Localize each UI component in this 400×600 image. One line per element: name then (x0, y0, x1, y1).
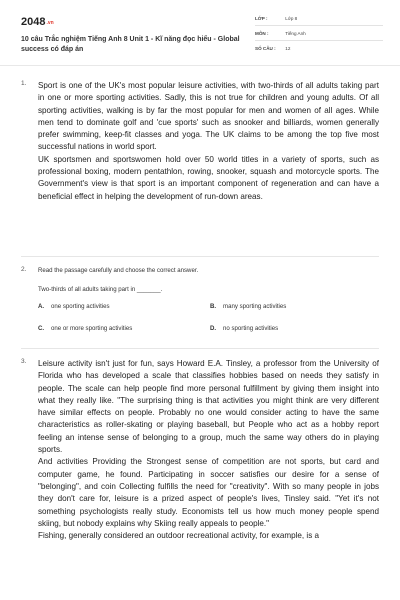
meta-key: MÔN : (255, 31, 269, 36)
meta-class (255, 16, 385, 21)
option-letter: B. (210, 303, 217, 310)
meta-value: Tiếng Anh (285, 31, 306, 36)
site-logo[interactable] (21, 16, 54, 28)
passage (38, 80, 379, 203)
header (0, 0, 400, 66)
passage-paragraph: Leisure activity isn't just for fun, says Howard E.A. Tinsley, a professor from the University of Florida who has developed a scale that classifies hobbies based on needs they satisfy in people. The scale can help people find more personal fulfillment by giving them insight into what they really like. "The surprising thing is that activities you might think are very different have similar effects on people. Probably no one would consider acting to have the same characteristics as roller-skating or playing baseball, but People who act as a hobby report feeling an intense sense of belonging to a group, much the same way others do in playing sports. (38, 359, 379, 455)
passage-paragraph: UK sportsmen and sportswomen hold over 50 world titles in a variety of sports, such as professional boxing, modern pentathlon, rowing, snooker, squash and motorcycle sports. The Government's view is that sport is an important component of regeneration and can have a beneficial effect in helping the development of run-down areas. (38, 154, 379, 201)
answer-option-b[interactable] (210, 302, 286, 311)
question-body (38, 266, 379, 348)
option-letter: C. (38, 325, 45, 332)
question-instruction: Read the passage carefully and choose the correct answer. (38, 267, 199, 274)
option-text: one or more sporting activities (51, 325, 133, 332)
question-number: 1. (21, 80, 27, 87)
question-divider (21, 256, 379, 257)
question-number: 3. (21, 358, 27, 365)
option-letter: D. (210, 325, 217, 332)
meta-key: SỐ CÂU : (255, 46, 276, 51)
passage-paragraph: Sport is one of the UK's most popular leisure activities, with two-thirds of all adults taking part in one or more sporting activities. Sadly, this is not true for children and young adults. Of all sporting activities, walking is by far the most popular for men and women of all ages. While men tend to dominate golf and 'cue sports' such as snooker and billiards, women generally prefer swimming, keep-fit classes and yoga. The UK claims to be among the top five most successful nations in world sport. (38, 81, 379, 152)
option-text: one sporting activities (51, 303, 110, 310)
header-divider (0, 65, 400, 66)
document-title: 10 câu Trắc nghiệm Tiếng Anh 8 Unit 1 - Kĩ năng đọc hiểu - Global success có đáp án (21, 36, 240, 53)
passage (38, 358, 379, 542)
answer-option-a[interactable] (38, 302, 110, 311)
passage-paragraph: Fishing, generally considered an outdoor recreational activity, for example, is a (38, 531, 320, 541)
option-letter: A. (38, 303, 45, 310)
passage-paragraph: And activities Providing the Strongest sense of competition are not sports, but card and computer game, he found. Participating in soccer satisfies our desire for a sense of "belonging", and coin Collecting fulfills the need for "creativity". With so many people in jobs they don't care for, leisure is a prized aspect of people's lives, Tinsley said. "Yet it's not something psychologists really study. Economists tell us how much money people spend skiing, but nobody explains why Skiing really appeals to people." (38, 457, 379, 528)
question-number: 2. (21, 266, 27, 273)
logo-suffix: .vn (46, 20, 54, 26)
answer-option-d[interactable] (210, 324, 278, 333)
meta-value: Lớp 8 (285, 16, 298, 21)
logo-main: 2048 (21, 16, 46, 28)
answer-options (38, 302, 379, 348)
meta-subject (255, 31, 385, 36)
meta-value: 12 (285, 46, 291, 51)
question-2 (21, 266, 379, 348)
option-text: no sporting activities (223, 325, 279, 332)
meta-divider (255, 40, 383, 41)
option-text: many sporting activities (223, 303, 287, 310)
meta-question-count (255, 46, 385, 51)
question-1 (21, 80, 379, 203)
question-stem: Two-thirds of all adults taking part in _______. (38, 286, 163, 293)
meta-divider (255, 25, 383, 26)
meta-key: LỚP : (255, 16, 268, 21)
answer-option-c[interactable] (38, 324, 132, 333)
question-divider (21, 348, 379, 349)
question-3 (21, 358, 379, 542)
